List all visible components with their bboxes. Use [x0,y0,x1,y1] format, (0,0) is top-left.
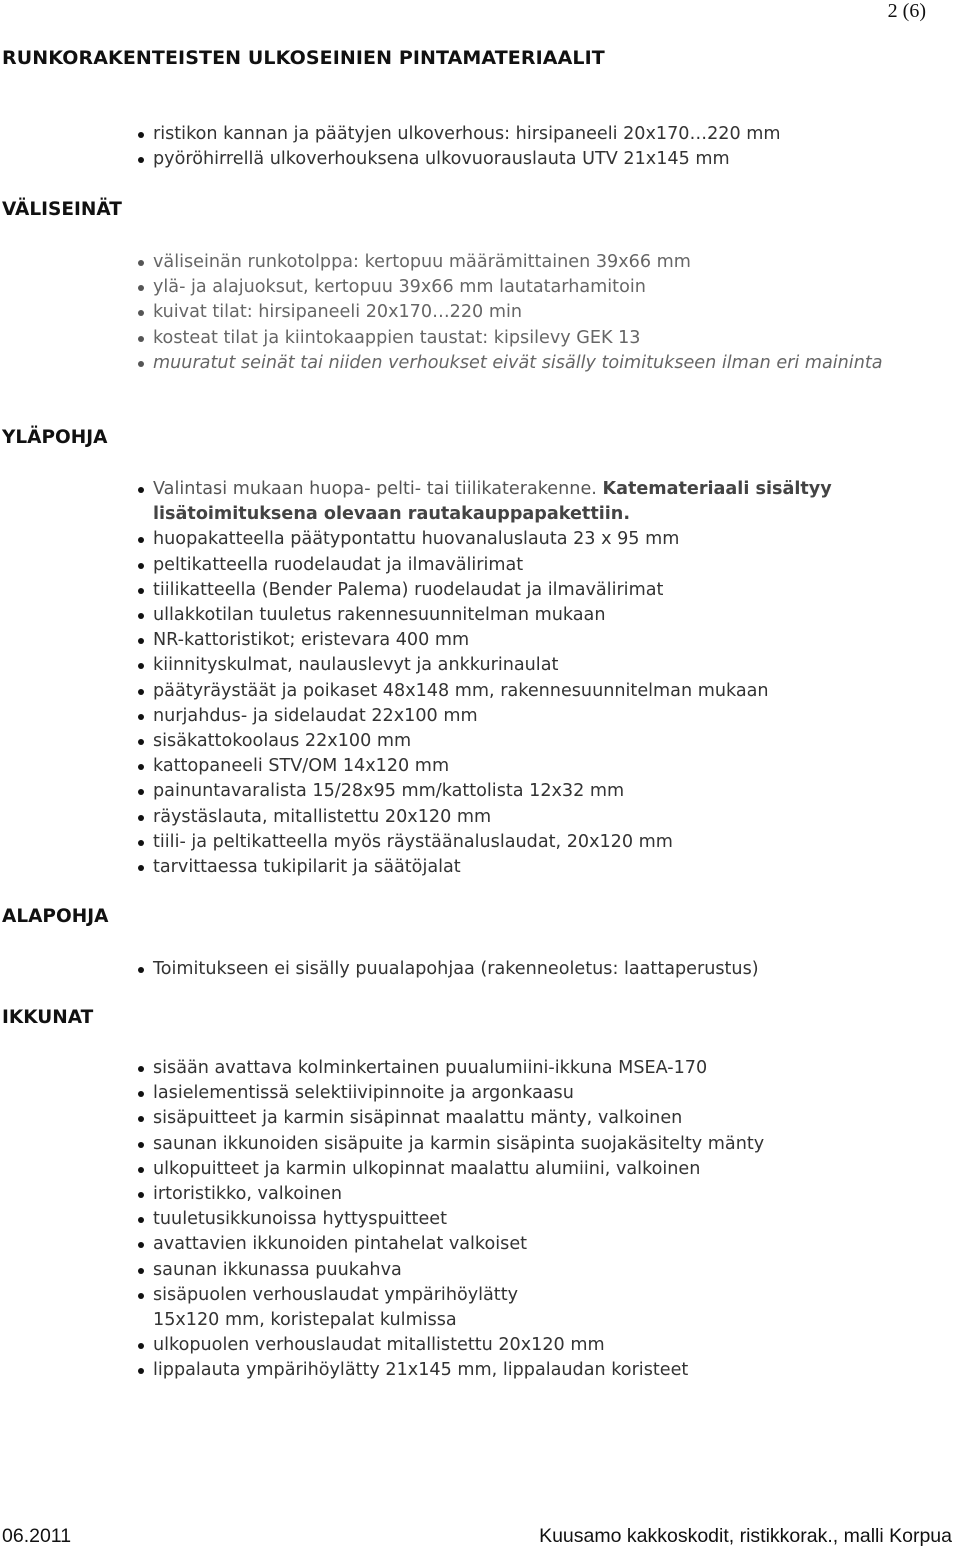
roofing-material-note: Katemateriaali sisältyy lisätoimituksena olevaan rautakauppapakettiin. [153,479,832,525]
list-item: nurjahdus- ja sidelaudat 22x100 mm [136,704,958,729]
section-label-ikkunat: IKKUNAT [2,1007,94,1028]
list-item: päätyräystäät ja poikaset 48x148 mm, rakennesuunnitelman mukaan [136,679,958,704]
ylapohja-list [136,477,958,880]
list-item: sisäkattokoolaus 22x100 mm [136,729,958,754]
list-item: kuivat tilat: hirsipaneeli 20x170…220 min [136,300,943,325]
list-item: sisään avattava kolminkertainen puualumiini-ikkuna MSEA-170 [136,1056,764,1081]
list-item: räystäslauta, mitallistettu 20x120 mm [136,805,958,830]
list-item: pyöröhirrellä ulkoverhouksena ulkovuorauslauta UTV 21x145 mm [136,147,781,172]
list-item [136,477,958,527]
section-label-ylapohja: YLÄPOHJA [2,427,108,448]
page-title: RUNKORAKENTEISTEN ULKOSEINIEN PINTAMATERIAALIT [2,47,605,69]
alapohja-list [136,957,759,982]
list-item: tiilikatteella (Bender Palema) ruodelaudat ja ilmavälirimat [136,578,958,603]
list-item: muuratut seinät tai niiden verhoukset eivät sisälly toimitukseen ilman eri maininta [136,351,943,376]
footer-date: 06.2011 [2,1525,72,1547]
list-item: väliseinän runkotolppa: kertopuu määrämittainen 39x66 mm [136,250,943,275]
list-item: huopakatteella päätypontattu huovanaluslauta 23 x 95 mm [136,527,958,552]
list-item: tuuletusikkunoissa hyttyspuitteet [136,1207,764,1232]
list-item: sisäpuitteet ja karmin sisäpinnat maalattu mänty, valkoinen [136,1106,764,1131]
valiseinat-list [136,250,943,376]
list-item: kiinnityskulmat, naulauslevyt ja ankkurinaulat [136,653,958,678]
list-item: saunan ikkunoiden sisäpuite ja karmin sisäpinta suojakäsitelty mänty [136,1132,764,1157]
exterior-cladding-list [136,122,781,172]
list-item: saunan ikkunassa puukahva [136,1258,764,1283]
list-item: avattavien ikkunoiden pintahelat valkoiset [136,1232,764,1257]
footer-source: Kuusamo kakkoskodit, ristikkorak., malli Korpua [539,1525,952,1547]
section-label-valiseinat: VÄLISEINÄT [2,199,122,220]
page-number: 2 (6) [887,0,926,22]
list-item: kosteat tilat ja kiintokaappien taustat: kipsilevy GEK 13 [136,326,943,351]
list-item: tiili- ja peltikatteella myös räystäänaluslaudat, 20x120 mm [136,830,958,855]
list-item: ullakkotilan tuuletus rakennesuunnitelman mukaan [136,603,958,628]
list-item: ulkopuitteet ja karmin ulkopinnat maalattu alumiini, valkoinen [136,1157,764,1182]
list-item: lippalauta ympärihöylätty 21x145 mm, lippalaudan koristeet [136,1358,764,1383]
list-item: NR-kattoristikot; eristevara 400 mm [136,628,958,653]
list-item: 15x120 mm, koristepalat kulmissa [153,1310,457,1331]
ikkunat-list [136,1056,764,1384]
list-item: tarvittaessa tukipilarit ja säätöjalat [136,855,958,880]
list-item: irtoristikko, valkoinen [136,1182,764,1207]
list-item: ylä- ja alajuoksut, kertopuu 39x66 mm lautatarhamitoin [136,275,943,300]
list-item: sisäpuolen verhouslaudat ympärihöylätty [136,1283,764,1308]
list-item: kattopaneeli STV/OM 14x120 mm [136,754,958,779]
list-item: lasielementissä selektiivipinnoite ja argonkaasu [136,1081,764,1106]
list-item: ulkopuolen verhouslaudat mitallistettu 20x120 mm [136,1333,764,1358]
list-item: ristikon kannan ja päätyjen ulkoverhous: hirsipaneeli 20x170…220 mm [136,122,781,147]
list-item: Toimitukseen ei sisälly puualapohjaa (rakenneoletus: laattaperustus) [136,957,759,982]
list-item: peltikatteella ruodelaudat ja ilmavälirimat [136,553,958,578]
roofing-choice-text: Valintasi mukaan huopa- pelti- tai tiilikaterakenne. [153,479,603,499]
list-item: painuntavaralista 15/28x95 mm/kattolista 12x32 mm [136,779,958,804]
section-label-alapohja: ALAPOHJA [2,906,109,927]
